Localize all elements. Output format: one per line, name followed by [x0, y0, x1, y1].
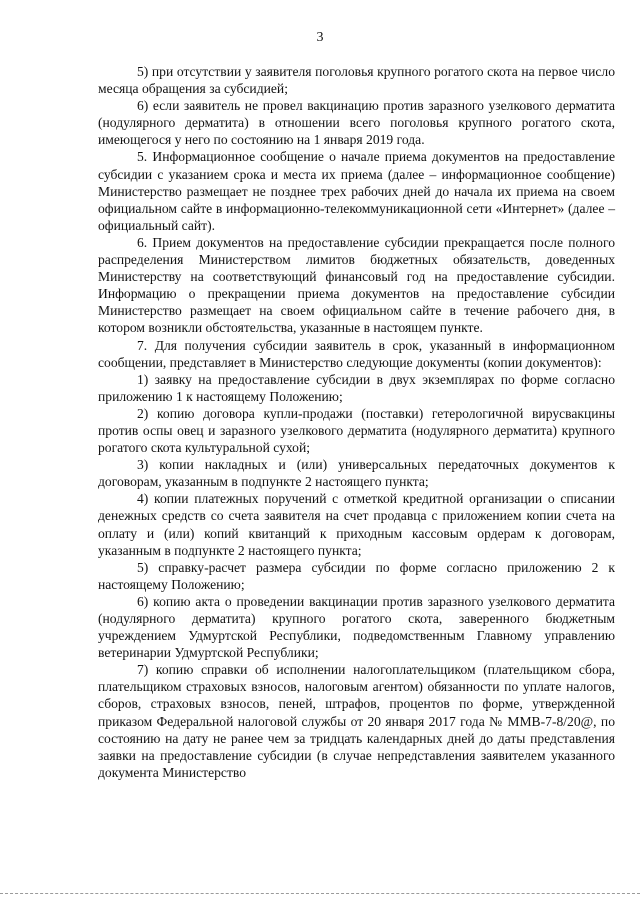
document-body: [98, 63, 615, 781]
paragraph-clause-6-stop-acceptance: 6. Прием документов на предоставление субсидии прекращается после полного распределения Министерством лимитов бюджетных обязательств, доведенных Министерству на соответствующий финансовый год на предоставление субсидии. Информацию о прекращении приема документов на предоставление субсидии Министерство размещает на своем официальном сайте в течение рабочего дня, в котором возникли обстоятельства, указанные в настоящем пункте.: [98, 234, 615, 336]
paragraph-item-6-no-vaccination: 6) если заявитель не провел вакцинацию против заразного узелкового дерматита (нодулярного дерматита) в отношении всего поголовья крупного рогатого скота, имеющегося у него по состоянию на 1 января 2019 года.: [98, 98, 615, 148]
page-number: 3: [316, 30, 324, 45]
scan-bottom-edge: [0, 893, 640, 894]
paragraph-clause-7-documents: 7. Для получения субсидии заявитель в срок, указанный в информационном сообщении, представляет в Министерство следующие документы (копии документов):: [98, 337, 615, 370]
paragraph-doc-4-payment-orders: 4) копии платежных поручений с отметкой кредитной организации о списании денежных средств со счета заявителя на счет продавца с приложением копии счета на оплату и (или) копий квитанций к приходным кассовым ордерам к договорам, указанным в подпункте 2 настоящего пункта;: [98, 491, 615, 558]
paragraph-doc-2-contract: 2) копию договора купли-продажи (поставки) гетерологичной вирусвакцины против оспы овец и заразного узелкового дерматита (нодулярного дерматита) крупного рогатого скота культуральной сухой;: [98, 405, 615, 456]
paragraph-doc-3-invoices: 3) копии накладных и (или) универсальных передаточных документов к договорам, указанным в подпункте 2 настоящего пункта;: [98, 457, 615, 490]
paragraph-doc-7-tax-certificate: 7) копию справки об исполнении налогоплательщиком (плательщиком сбора, плательщиком страховых взносов, налоговым агентом) обязанности по уплате налогов, сборов, страховых взносов, пеней, штрафов, процентов по форме, утвержденной приказом Федеральной налоговой службы от 20 января 2017 года № ММВ-7-8/20@, по состоянию на дату не ранее чем за тридцать календарных дней до даты представления заявки на предоставление субсидии (в случае непредставления заявителем указанного документа Министерство: [98, 662, 615, 780]
paragraph-item-5-no-livestock: 5) при отсутствии у заявителя поголовья крупного рогатого скота на первое число месяца обращения за субсидией;: [98, 64, 615, 97]
paragraph-doc-5-calculation: 5) справку-расчет размера субсидии по форме согласно приложению 2 к настоящему Положению;: [98, 559, 615, 592]
paragraph-doc-1-application: 1) заявку на предоставление субсидии в двух экземплярах по форме согласно приложению 1 к настоящему Положению;: [98, 371, 615, 404]
paragraph-doc-6-vaccination-act: 6) копию акта о проведении вакцинации против заразного узелкового дерматита (нодулярного дерматита) крупного рогатого скота, заверенного бюджетным учреждением Удмуртской Республики, подведомственным Главному управлению ветеринарии Удмуртской Республики;: [98, 593, 615, 661]
paragraph-clause-5-info-message: 5. Информационное сообщение о начале приема документов на предоставление субсидии с указанием срока и места их приема (далее – информационное сообщение) Министерство размещает не позднее трех рабочих дней до начала их приема на своем официальном сайте в информационно-телекоммуникационной сети «Интернет» (далее – официальный сайт).: [98, 149, 615, 233]
